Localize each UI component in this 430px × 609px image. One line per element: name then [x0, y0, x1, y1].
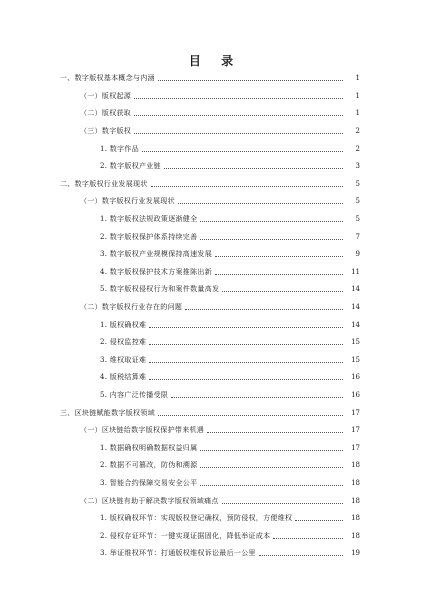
toc-entry-text: 2. 数字版权保护体系持续完善: [100, 232, 198, 241]
toc-entry-text: 5. 数字版权侵权行为和案件数量高发: [100, 285, 220, 294]
toc-entry-page: 14: [351, 303, 360, 312]
toc-entry-text: 3. 维权取证难: [100, 355, 147, 364]
dot-leader: [149, 344, 343, 345]
dot-leader: [273, 538, 343, 539]
dot-leader: [134, 133, 343, 134]
toc-entry: [0, 510, 430, 528]
dot-leader: [200, 467, 343, 468]
toc-entry: [0, 228, 430, 246]
dot-leader: [200, 221, 343, 222]
toc-entry-page: 18: [351, 496, 360, 505]
toc-entry-page: 1: [355, 74, 360, 83]
toc-entry: [0, 316, 430, 334]
toc-entry-page: 18: [351, 531, 360, 540]
toc-entry-page: 5: [355, 197, 360, 206]
dot-leader: [200, 450, 343, 451]
dot-leader: [200, 239, 343, 240]
toc-entry: [0, 193, 430, 211]
toc-entry-page: 3: [355, 162, 360, 171]
toc-entry-text: 三、区块链赋能数字版权领域: [60, 408, 155, 417]
dot-leader: [222, 503, 343, 504]
toc-entry-page: 18: [351, 461, 360, 470]
toc-entry-text: 1. 版权确权环节：实现版权登记确权，预防侵权，方便维权: [100, 514, 293, 523]
toc-entry-text: 2. 数据不可篡改，防伪和溯源: [100, 461, 198, 470]
toc-entry: [0, 264, 430, 282]
toc-entry-text: 2. 侵权存证环节：一键实现证据固化，降低举证成本: [100, 531, 271, 540]
toc-entry-page: 5: [355, 215, 360, 224]
toc-entry: [0, 422, 430, 440]
toc-entry-page: 2: [355, 144, 360, 153]
toc-entry-text: 3. 举证维权环节：打通版权维权诉讼最后一公里: [100, 549, 256, 558]
dot-leader: [222, 291, 343, 292]
toc-entry-text: 4. 数字版权保护技术方案推陈出新: [100, 267, 213, 276]
toc-entry-text: （二）区块链有助于解决数字版权领域痛点: [80, 496, 219, 505]
toc-entry-page: 5: [355, 179, 360, 188]
dot-leader: [295, 520, 343, 521]
toc-entry-page: 14: [351, 285, 360, 294]
dot-leader: [207, 432, 343, 433]
toc-entry: [0, 352, 430, 370]
toc-entry-text: 3. 智能合约保障交易安全公平: [100, 478, 198, 487]
toc-entry: [0, 404, 430, 422]
dot-leader: [178, 203, 343, 204]
toc-entry: [0, 176, 430, 194]
toc-entry-text: （一）版权起源: [80, 91, 132, 100]
dot-leader: [215, 274, 343, 275]
dot-leader: [259, 555, 343, 556]
toc-entry: [0, 246, 430, 264]
toc-entry-page: 17: [351, 443, 360, 452]
toc-entry: [0, 545, 430, 563]
toc-entry-text: 1. 数字版权法规政策逐渐健全: [100, 215, 198, 224]
toc-entry-page: 18: [351, 514, 360, 523]
toc-entry-text: 2. 侵权监控难: [100, 338, 147, 347]
toc-entry-page: 15: [351, 338, 360, 347]
toc-entry-text: 4. 版税结算难: [100, 373, 147, 382]
toc-entry-text: （二）版权获取: [80, 109, 132, 118]
dot-leader: [158, 80, 343, 81]
toc-entry-page: 16: [351, 390, 360, 399]
toc-entry-page: 17: [351, 408, 360, 417]
toc-entry-page: 17: [351, 426, 360, 435]
toc-entry: [0, 105, 430, 123]
dot-leader: [149, 379, 343, 380]
toc-entry-page: 1: [355, 91, 360, 100]
toc-entry-text: （二）数字版权行业存在的问题: [80, 303, 183, 312]
toc-entry-text: 1. 数字作品: [100, 144, 140, 153]
toc-entry: [0, 527, 430, 545]
toc-entry-page: 11: [351, 267, 360, 276]
dot-leader: [149, 327, 343, 328]
toc-entry: [0, 475, 430, 493]
toc-entry-text: 一、数字版权基本概念与内涵: [60, 74, 155, 83]
dot-leader: [158, 415, 343, 416]
toc-entry: [0, 211, 430, 229]
toc-list: [0, 70, 430, 563]
toc-entry: [0, 299, 430, 317]
toc-entry: [0, 369, 430, 387]
toc-entry-page: 16: [351, 373, 360, 382]
toc-entry-page: 1: [355, 109, 360, 118]
toc-entry-text: 5. 内容广泛传播受限: [100, 390, 169, 399]
dot-leader: [134, 115, 343, 116]
dot-leader: [215, 256, 343, 257]
toc-entry: [0, 123, 430, 141]
toc-entry-text: （三）数字版权: [80, 127, 132, 136]
toc-entry-text: 2. 数字版权产业链: [100, 162, 161, 171]
toc-entry-text: （一）区块链给数字版权保护带来机遇: [80, 426, 205, 435]
toc-entry-page: 19: [351, 549, 360, 558]
dot-leader: [171, 397, 343, 398]
toc-entry: [0, 281, 430, 299]
dot-leader: [200, 485, 343, 486]
toc-entry-page: 18: [351, 478, 360, 487]
toc-entry-page: 14: [351, 320, 360, 329]
toc-entry-page: 15: [351, 355, 360, 364]
toc-title: 目 录: [188, 54, 242, 68]
toc-entry: [0, 457, 430, 475]
toc-entry: [0, 387, 430, 405]
toc-entry-page: 2: [355, 127, 360, 136]
dot-leader: [151, 186, 343, 187]
toc-entry: [0, 70, 430, 88]
toc-entry-text: 1. 版权确权难: [100, 320, 147, 329]
dot-leader: [142, 151, 343, 152]
toc-entry-page: 7: [355, 232, 360, 241]
dot-leader: [185, 309, 343, 310]
dot-leader: [134, 98, 343, 99]
dot-leader: [164, 168, 343, 169]
toc-entry-text: （一）数字版权行业发展现状: [80, 197, 175, 206]
toc-entry: [0, 492, 430, 510]
toc-entry-page: 9: [355, 250, 360, 259]
toc-entry: [0, 334, 430, 352]
toc-entry: [0, 439, 430, 457]
toc-entry-text: 1. 数据确权明确数据权益归属: [100, 443, 198, 452]
toc-entry-text: 3. 数字版权产业规模保持高速发展: [100, 250, 213, 259]
toc-entry-text: 二、数字版权行业发展现状: [60, 179, 148, 188]
toc-entry: [0, 158, 430, 176]
dot-leader: [149, 362, 343, 363]
toc-entry: [0, 140, 430, 158]
toc-entry: [0, 88, 430, 106]
